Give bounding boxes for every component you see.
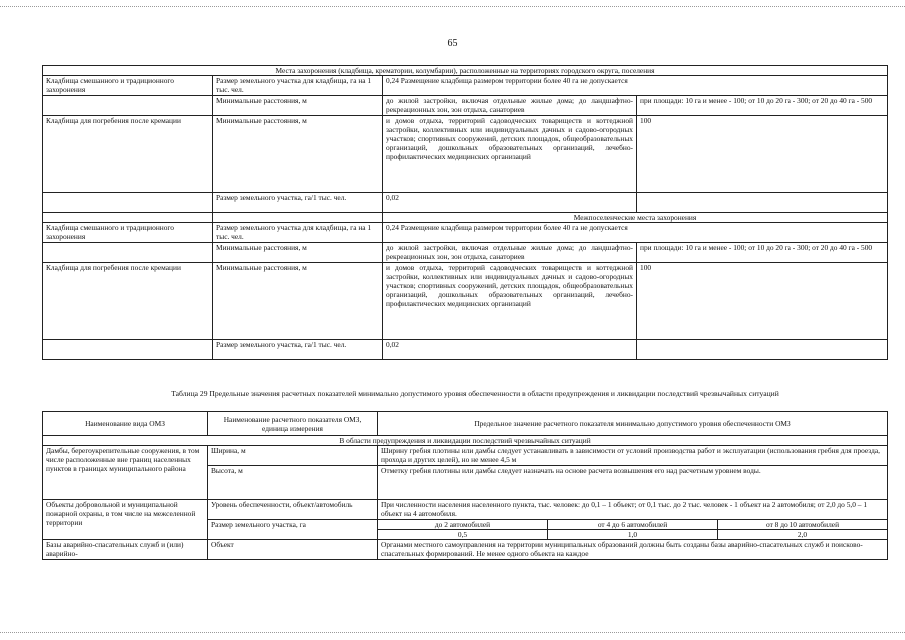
param-min-distance: Минимальные расстояния, м (213, 263, 383, 340)
param-land-size-value: 0,24 Размещение кладбища размером территории более 40 га не допускается (383, 76, 888, 96)
param-land-size: Размер земельного участка для кладбища, га на 1 тыс. чел. (213, 223, 383, 243)
param-land-size: Размер земельного участка для кладбища, га на 1 тыс. чел. (213, 76, 383, 96)
fire-land-label: Размер земельного участка, га (208, 520, 378, 540)
distance-text-cremation: и домов отдыха, территорий садоводческих товариществ и коттеджной застройки, коллективных или индивидуальных дачных и садово-огородных участков; спортивных сооружений, детских площадок, общеобразовательных организаций, дошкольных образовательных организаций, лечебно-профилактических медицинских организаций (383, 263, 637, 340)
empty-cell (43, 193, 213, 213)
param-land-size-per-value: 0,02 (383, 193, 637, 213)
param-min-distance: Минимальные расстояния, м (213, 116, 383, 193)
rescue-value: Органами местного самоуправления на территории муниципальных образований должны быть созданы базы аварийно-спасательных служб и поисково-спасательных формирований. Не менее одного объекта на каждое (378, 540, 888, 560)
fire-sub-value: 0,5 (378, 530, 548, 540)
param-land-size-per: Размер земельного участка, га/1 тыс. чел. (213, 193, 383, 213)
section-title-city: Места захоронения (кладбища, крематории, колумбарии), расположенные на территориях городского округа, поселения (43, 66, 888, 76)
empty-cell (43, 96, 213, 116)
header-indicator: Наименование расчетного показателя ОМЗ, единица измерения (208, 412, 378, 436)
row-mixed-burial-name: Кладбища смешанного и традиционного захоронения (43, 76, 213, 96)
dams-width-label: Ширина, м (208, 446, 378, 466)
fire-protection-name: Объекты добровольной и муниципальной пожарной охраны, в том числе на межселенной территории (43, 500, 208, 540)
emergency-table (42, 411, 888, 560)
param-land-size-per-value: 0,02 (383, 340, 637, 360)
top-dotted-rule (0, 6, 905, 7)
header-omz-type: Наименование вида ОМЗ (43, 412, 208, 436)
fire-level-value: При численности населения населенного пункта, тыс. человек: до 0,1 – 1 объект; от 0,1 тыс. до 2 тыс. человек - 1 объект на 2 автомобиля; от 2,0 до 5,0 – 1 объект на 4 автомобиля. (378, 500, 888, 520)
param-land-size-per: Размер земельного участка, га/1 тыс. чел. (213, 340, 383, 360)
row-cremation-name: Кладбища для погребения после кремации (43, 116, 213, 193)
burial-places-table (42, 65, 888, 360)
param-min-distance: Минимальные расстояния, м (213, 96, 383, 116)
empty-cell (43, 243, 213, 263)
empty-cell (637, 340, 888, 360)
fire-sub-value: 1,0 (548, 530, 718, 540)
rescue-bases-name: Базы аварийно-спасательных служб и (или) аварийно- (43, 540, 208, 560)
fire-level-label: Уровень обеспеченности, объект/автомобиль (208, 500, 378, 520)
empty-cell (43, 213, 213, 223)
distance-text-cremation: и домов отдыха, территорий садоводческих товариществ и коттеджной застройки, коллективных или индивидуальных дачных и садово-огородных участков; спортивных сооружений, детских площадок, общеобразовательных организаций, дошкольных образовательных организаций, лечебно-профилактических медицинских организаций (383, 116, 637, 193)
table-caption: Таблица 29 Предельные значения расчетных показателей минимально допустимого уровня обеспеченности в области предупреждения и ликвидации последствий чрезвычайных ситуаций (171, 389, 779, 398)
section-title-intersettlement: Межпоселенческие места захоронения (383, 213, 888, 223)
empty-cell (637, 193, 888, 213)
section-title-emergency: В области предупреждения и ликвидации последствий чрезвычайных ситуаций (43, 436, 888, 446)
page-number: 65 (447, 38, 458, 49)
header-limit-value: Предельное значение расчетного показателя минимально допустимого уровня обеспеченности ОМЗ (378, 412, 888, 436)
fire-sub-value: 2,0 (718, 530, 888, 540)
dams-height-label: Высота, м (208, 466, 378, 500)
bottom-dotted-rule (0, 632, 905, 633)
fire-sub-header: от 8 до 10 автомобилей (718, 520, 888, 530)
dams-width-value: Ширину гребня плотины или дамбы следует устанавливать в зависимости от условий производства работ и эксплуатации (использования гребня для проезда, прохода и других целей), но не менее 4,5 м (378, 446, 888, 466)
empty-cell (43, 340, 213, 360)
distance-text-mixed: до жилой застройки, включая отдельные жилые дома; до ландшафтно-рекреационных зон, зон отдыха, санаториев (383, 243, 637, 263)
distance-value-mixed: при площади: 10 га и менее - 100; от 10 до 20 га - 300; от 20 до 40 га - 500 (637, 96, 888, 116)
distance-value-cremation: 100 (637, 263, 888, 340)
distance-text-mixed: до жилой застройки, включая отдельные жилые дома; до ландшафтно-рекреационных зон, зон отдыха, санаториев (383, 96, 637, 116)
dams-name: Дамбы, берегоукрепительные сооружения, в том числе расположенные вне границ населенных пунктов в границах муниципального района (43, 446, 208, 500)
param-land-size-value: 0,24 Размещение кладбища размером территории более 40 га не допускается (383, 223, 888, 243)
dams-height-value: Отметку гребня плотины или дамбы следует назначать на основе расчета возвышения его над расчетным уровнем воды. (378, 466, 888, 500)
row-cremation-name: Кладбища для погребения после кремации (43, 263, 213, 340)
fire-sub-header: до 2 автомобилей (378, 520, 548, 530)
rescue-label: Объект (208, 540, 378, 560)
fire-sub-header: от 4 до 6 автомобилей (548, 520, 718, 530)
distance-value-mixed: при площади: 10 га и менее - 100; от 10 до 20 га - 300; от 20 до 40 га - 500 (637, 243, 888, 263)
param-min-distance: Минимальные расстояния, м (213, 243, 383, 263)
row-mixed-burial-name: Кладбища смешанного и традиционного захоронения (43, 223, 213, 243)
empty-cell (213, 213, 383, 223)
distance-value-cremation: 100 (637, 116, 888, 193)
